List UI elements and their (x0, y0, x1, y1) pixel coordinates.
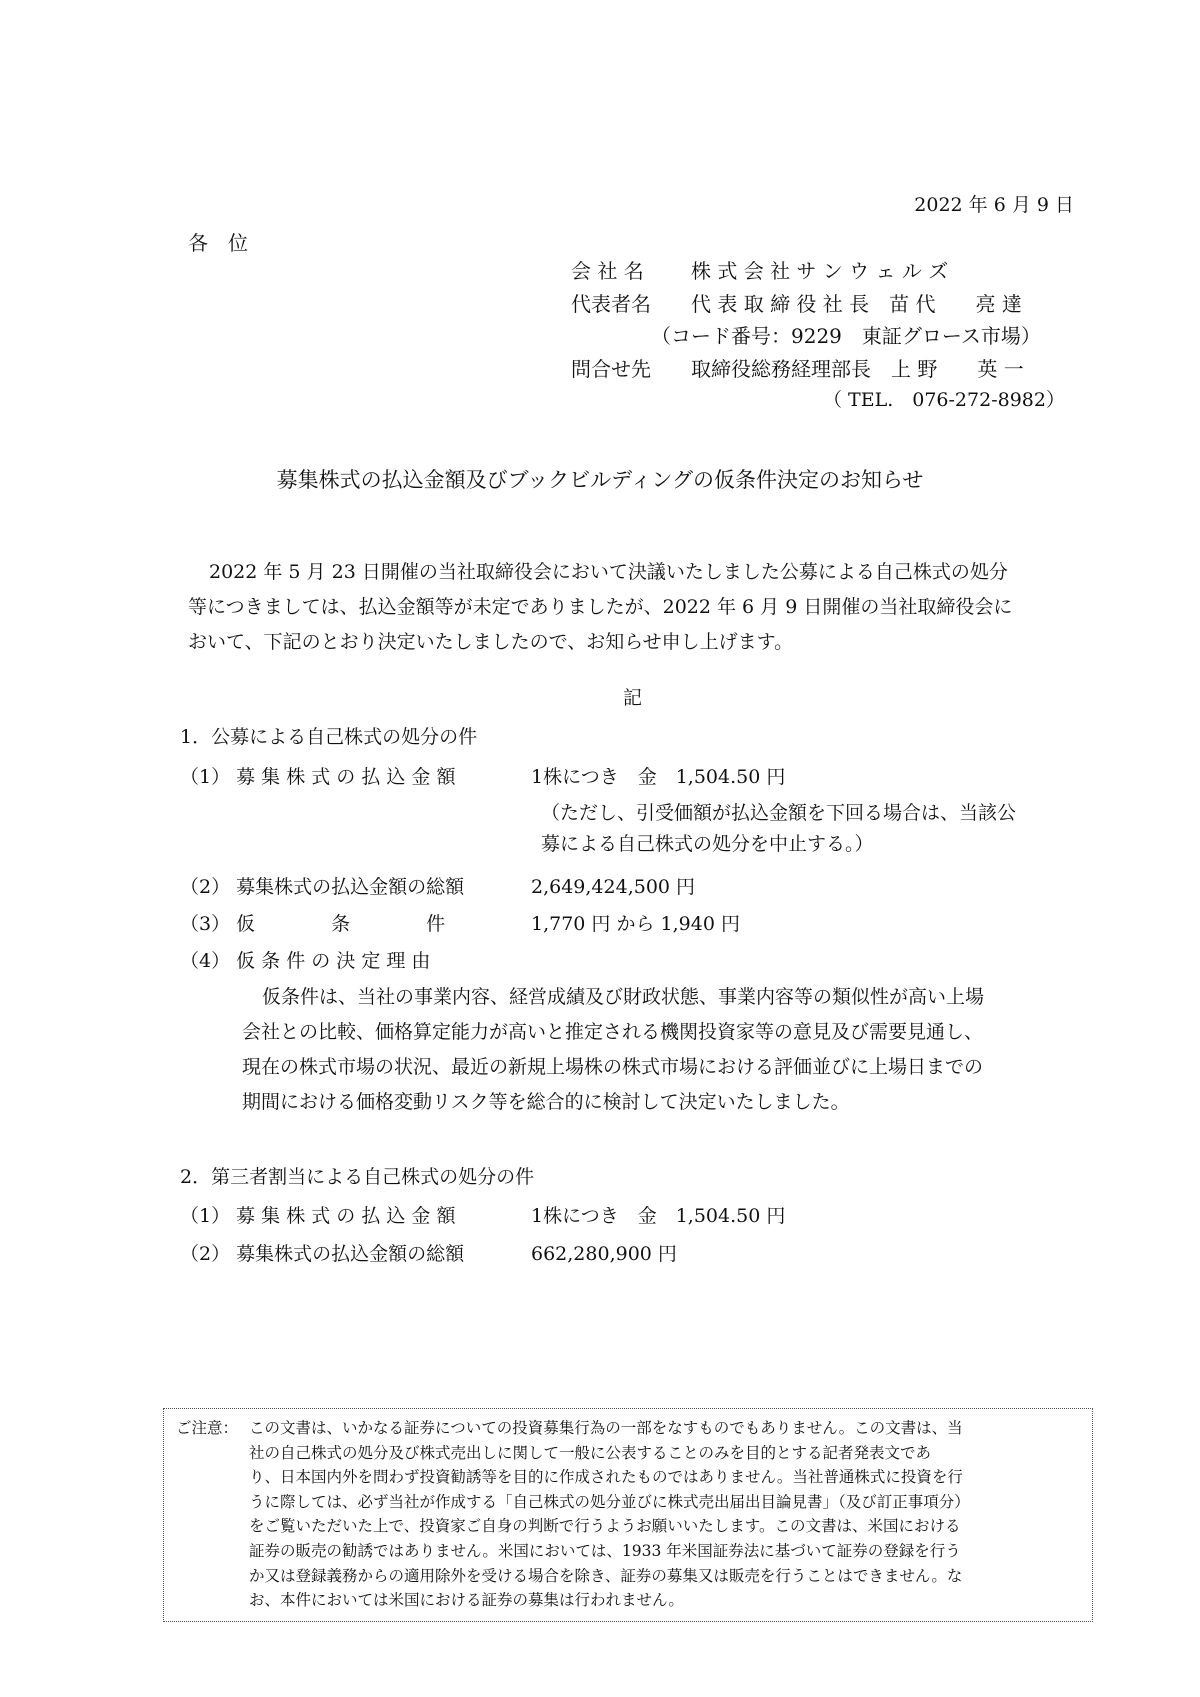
representative-label: 代表者名 (571, 292, 651, 316)
reason-line: 仮条件は、当社の事業内容、経営成績及び財政状態、事業内容等の類似性が高い上場 (262, 986, 985, 1008)
stock-code: （コード番号：9229 東証グロース市場） (651, 324, 1041, 348)
reason-line: 現在の株式市場の状況、最近の新規上場株の株式市場における評価並びに上場日までの (242, 1056, 984, 1078)
item-label: （2） 募集株式の払込金額の総額 (180, 876, 465, 898)
disclaimer-line: お、本件においては米国における証券の募集は行われません。 (249, 1591, 684, 1610)
disclaimer-line: り、日本国内外を問わず投資勧誘等を目的に作成されたものではありません。当社普通株式に投資を行 (249, 1468, 963, 1487)
section1-heading: 1．公募による自己株式の処分の件 (180, 726, 478, 748)
company-name-value: 株 式 会 社 サ ン ウ ェ ル ズ (691, 259, 949, 283)
disclaimer-line: 証券の販売の勧誘ではありません。米国においては、1933 年米国証券法に基づいて証券の登録を行う (249, 1541, 961, 1560)
contact-value: 取締役総務経理部長 上 野 英 一 (691, 357, 1024, 381)
reason-line: 期間における価格変動リスク等を総合的に検討して決定いたしました。 (242, 1091, 850, 1113)
item-value: 1,770 円 から 1,940 円 (531, 913, 740, 935)
disclaimer-line: をご覧いただいた上で、投資家ご自身の判断で行うようお願いいたします。この文書は、米国における (249, 1517, 961, 1536)
item-value: 2,649,424,500 円 (531, 876, 696, 898)
item-value: 1株につき 金 1,504.50 円 (531, 766, 786, 788)
disclaimer-line: か又は登録義務からの適用除外を受ける場合を除き、証券の募集又は販売を行うことはできません。な (249, 1566, 963, 1585)
contact-label: 問合せ先 (571, 357, 651, 381)
reason-line: 会社との比較、価格算定能力が高いと推定される機関投資家等の意見及び需要見通し、 (242, 1021, 984, 1043)
item-label: （2） 募集株式の払込金額の総額 (180, 1243, 465, 1265)
item-label: （4） 仮 条 件 の 決 定 理 由 (180, 950, 431, 972)
addressee: 各 位 (188, 231, 248, 255)
disclaimer-label: ご注意： (176, 1419, 239, 1437)
disclaimer-line: 社の自己株式の処分及び株式売出しに関して一般に公表することのみを目的とする記者発表文であ (249, 1443, 932, 1462)
ki-mark: 記 (623, 687, 643, 709)
telephone: （ TEL. 076-272-8982） (823, 389, 1065, 411)
item-value: 662,280,900 円 (531, 1243, 677, 1265)
item-label: （1） 募 集 株 式 の 払 込 金 額 (180, 766, 456, 788)
disclaimer-text (163, 1416, 970, 1613)
company-name-label: 会 社 名 (571, 259, 644, 283)
intro-line: 等につきましては、払込金額等が未定でありましたが、2022 年 6 月 9 日開催の当社取締役会に (188, 596, 1013, 618)
disclaimer-line: この文書は、いかなる証券についての投資募集行為の一部をなすものでもありません。この文書は、当 (249, 1419, 963, 1437)
section2-heading: 2．第三者割当による自己株式の処分の件 (180, 1166, 535, 1188)
page-title: 募集株式の払込金額及びブックビルディングの仮条件決定のお知らせ (276, 468, 924, 492)
document-date: 2022 年 6 月 9 日 (914, 194, 1074, 216)
intro-line: おいて、下記のとおり決定いたしましたので、お知らせ申し上げます。 (188, 631, 794, 653)
representative-value: 代 表 取 締 役 社 長 苗 代 亮 達 (691, 292, 1022, 316)
item1-note-line: （ただし、引受価額が払込金額を下回る場合は、当該公 (541, 802, 1017, 824)
item-value: 1株につき 金 1,504.50 円 (531, 1205, 786, 1227)
item-label: （3） 仮 条 件 (180, 913, 446, 935)
disclaimer-line: うに際しては、必ず当社が作成する「自己株式の処分並びに株式売出届出目論見書」（及び訂正事項分） (249, 1492, 970, 1511)
item1-note-line: 募による自己株式の処分を中止する。） (541, 833, 874, 855)
item-label: （1） 募 集 株 式 の 払 込 金 額 (180, 1205, 456, 1227)
intro-line: 2022 年 5 月 23 日開催の当社取締役会において決議いたしました公募による自己株式の処分 (209, 561, 1008, 583)
